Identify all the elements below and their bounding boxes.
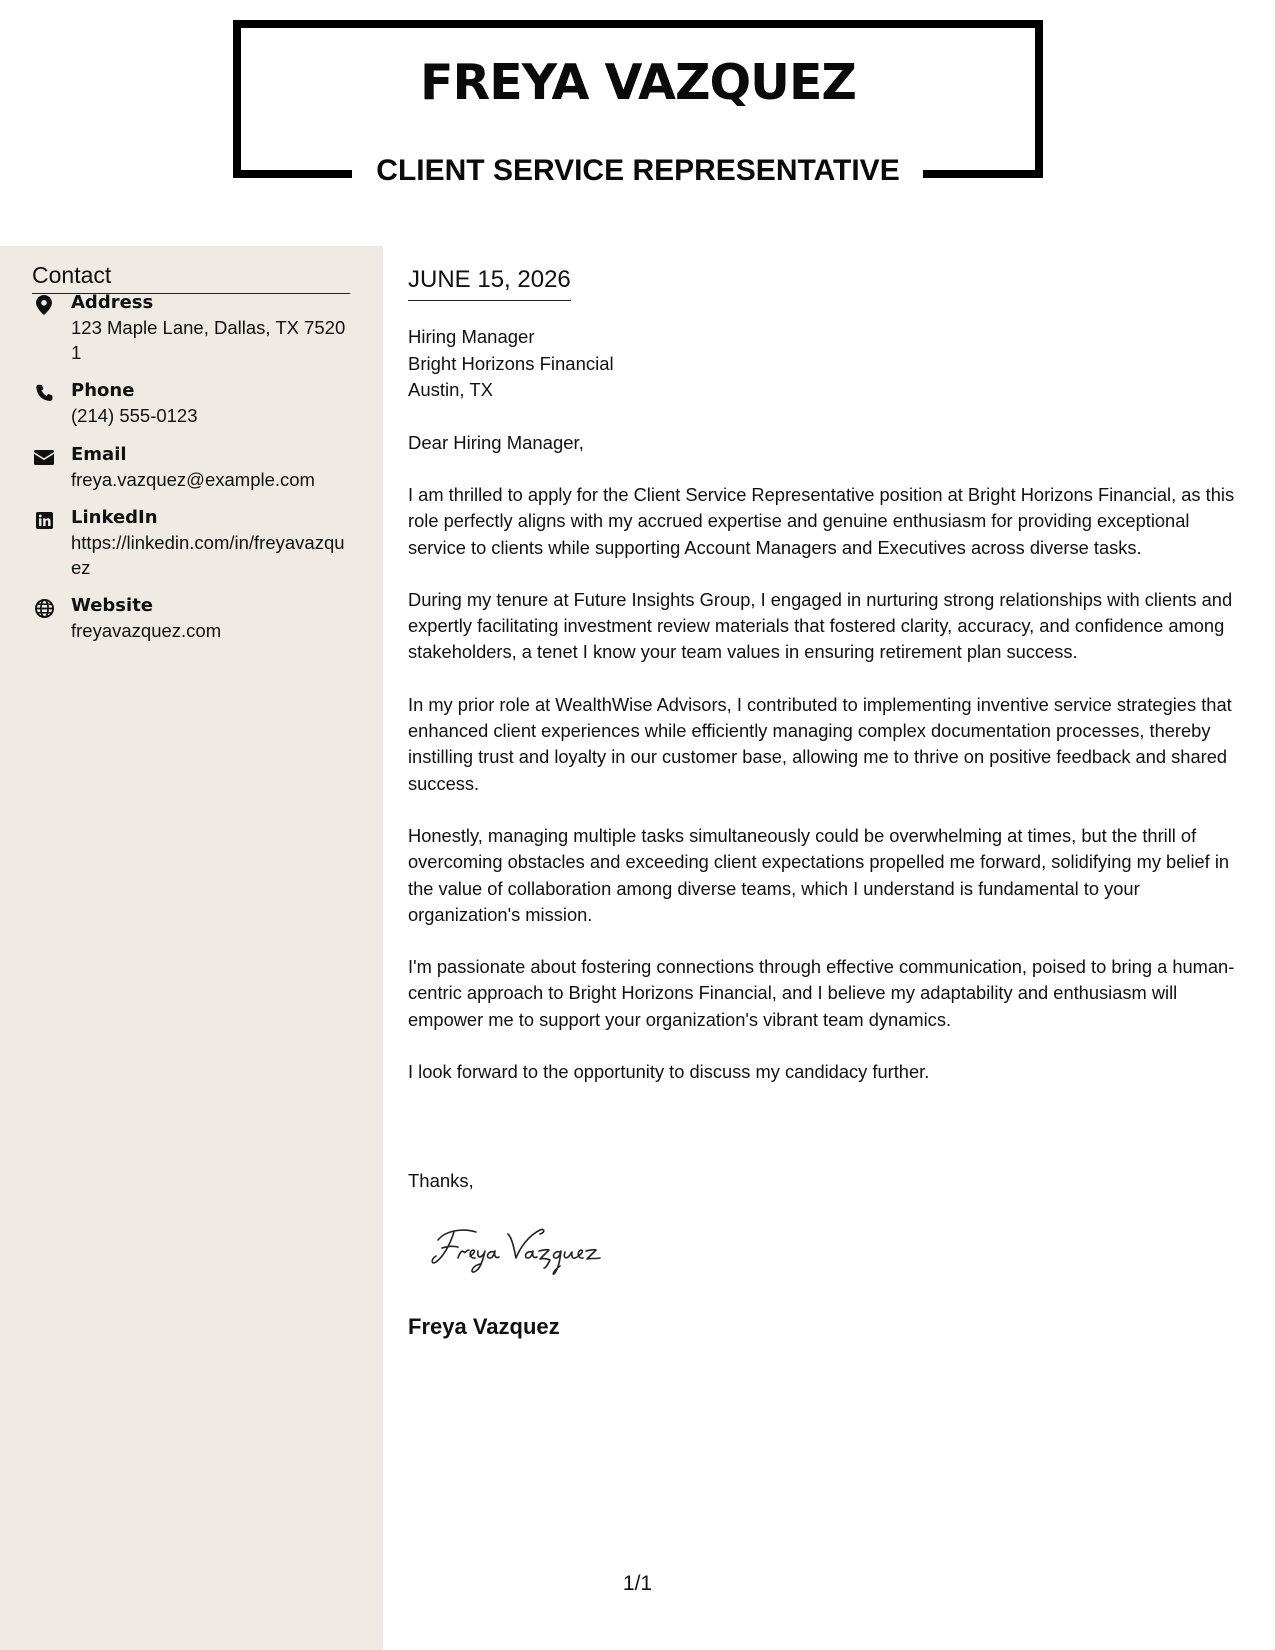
header xyxy=(0,0,1275,246)
letter-paragraph: Honestly, managing multiple tasks simultaneously could be overwhelming at times, but the thrill of overcoming obstacles and exceeding client expectations propelled me forward, solidifying my belief in the value of collaboration among diverse teams, which I understand is fundamental to your organization's mission. xyxy=(408,824,1230,925)
contact-label-address: Address xyxy=(71,292,154,313)
envelope-icon xyxy=(32,445,56,469)
map-pin-icon xyxy=(32,293,56,317)
recipient-line: Bright Horizons Financial xyxy=(408,352,614,374)
contact-label-phone: Phone xyxy=(71,380,135,401)
letter-paragraph: I'm passionate about fostering connections through effective communication, poised to bring a human-centric approach to Bright Horizons Financial, and I believe my adaptability and enthusiasm will empower me to support your organization's vibrant team dynamics. xyxy=(408,956,1235,1030)
contact-label-website: Website xyxy=(71,595,154,616)
closing: Thanks, xyxy=(408,1170,474,1191)
recipient-line: Hiring Manager xyxy=(408,326,535,347)
globe-icon xyxy=(32,596,56,620)
contact-value-address: 123 Maple Lane, Dallas, TX 75201 xyxy=(71,317,346,363)
header-frame-top xyxy=(233,20,1043,28)
contact-sidebar xyxy=(0,246,383,1650)
contact-item-linkedin xyxy=(32,506,352,581)
contact-label-email: Email xyxy=(71,444,127,465)
page-number: 1/1 xyxy=(622,1572,653,1595)
recipient-block xyxy=(408,324,614,404)
salutation: Dear Hiring Manager, xyxy=(408,432,584,453)
letter-paragraph: During my tenure at Future Insights Group, I engaged in nurturing strong relationships with clients and expertly facilitating investment review materials that fostered clarity, accuracy, and confidence among stakeholders, a tenet I know your team values in ensuring retirement plan success. xyxy=(408,588,1233,663)
contact-item-email xyxy=(32,443,352,493)
phone-icon xyxy=(32,381,56,405)
recipient-line: Austin, TX xyxy=(408,379,494,400)
signer-name: Freya Vazquez xyxy=(408,1314,560,1339)
applicant-name: FREYA VAZQUEZ xyxy=(420,54,856,111)
contact-value-email: freya.vazquez@example.com xyxy=(71,469,315,490)
letter-date: JUNE 15, 2026 xyxy=(408,266,571,301)
signature-text: Freya Vazquez xyxy=(428,1278,435,1279)
letter-paragraph: I look forward to the opportunity to discuss my candidacy further. xyxy=(408,1061,930,1083)
letter-paragraph: I am thrilled to apply for the Client Service Representative position at Bright Horizons Financial, as this role perfectly aligns with my accrued expertise and genuine enthusiasm for providing exceptional service to clients while supporting Account Managers and Executives across diverse tasks. xyxy=(408,484,1235,558)
contact-value-linkedin: https://linkedin.com/in/freyavazquez xyxy=(71,532,345,578)
contact-item-website xyxy=(32,594,352,644)
contact-value-phone: (214) 555-0123 xyxy=(71,405,198,426)
handwritten-signature xyxy=(428,1218,668,1280)
contact-item-address xyxy=(32,291,352,366)
letter-paragraphs xyxy=(408,482,1243,1111)
contact-item-phone xyxy=(32,379,352,429)
linkedin-icon xyxy=(32,508,56,532)
contact-label-linkedin: LinkedIn xyxy=(71,507,158,528)
letter-paragraph: In my prior role at WealthWise Advisors, I contributed to implementing inventive service strategies that enhanced client experiences while efficiently managing complex documentation processes, thereby instilling trust and loyalty in our customer base, allowing me to thrive on positive feedback and shared success. xyxy=(408,693,1232,794)
job-title: CLIENT SERVICE REPRESENTATIVE xyxy=(376,154,900,187)
contact-heading: Contact xyxy=(32,262,350,294)
contact-value-website: freyavazquez.com xyxy=(71,620,222,641)
